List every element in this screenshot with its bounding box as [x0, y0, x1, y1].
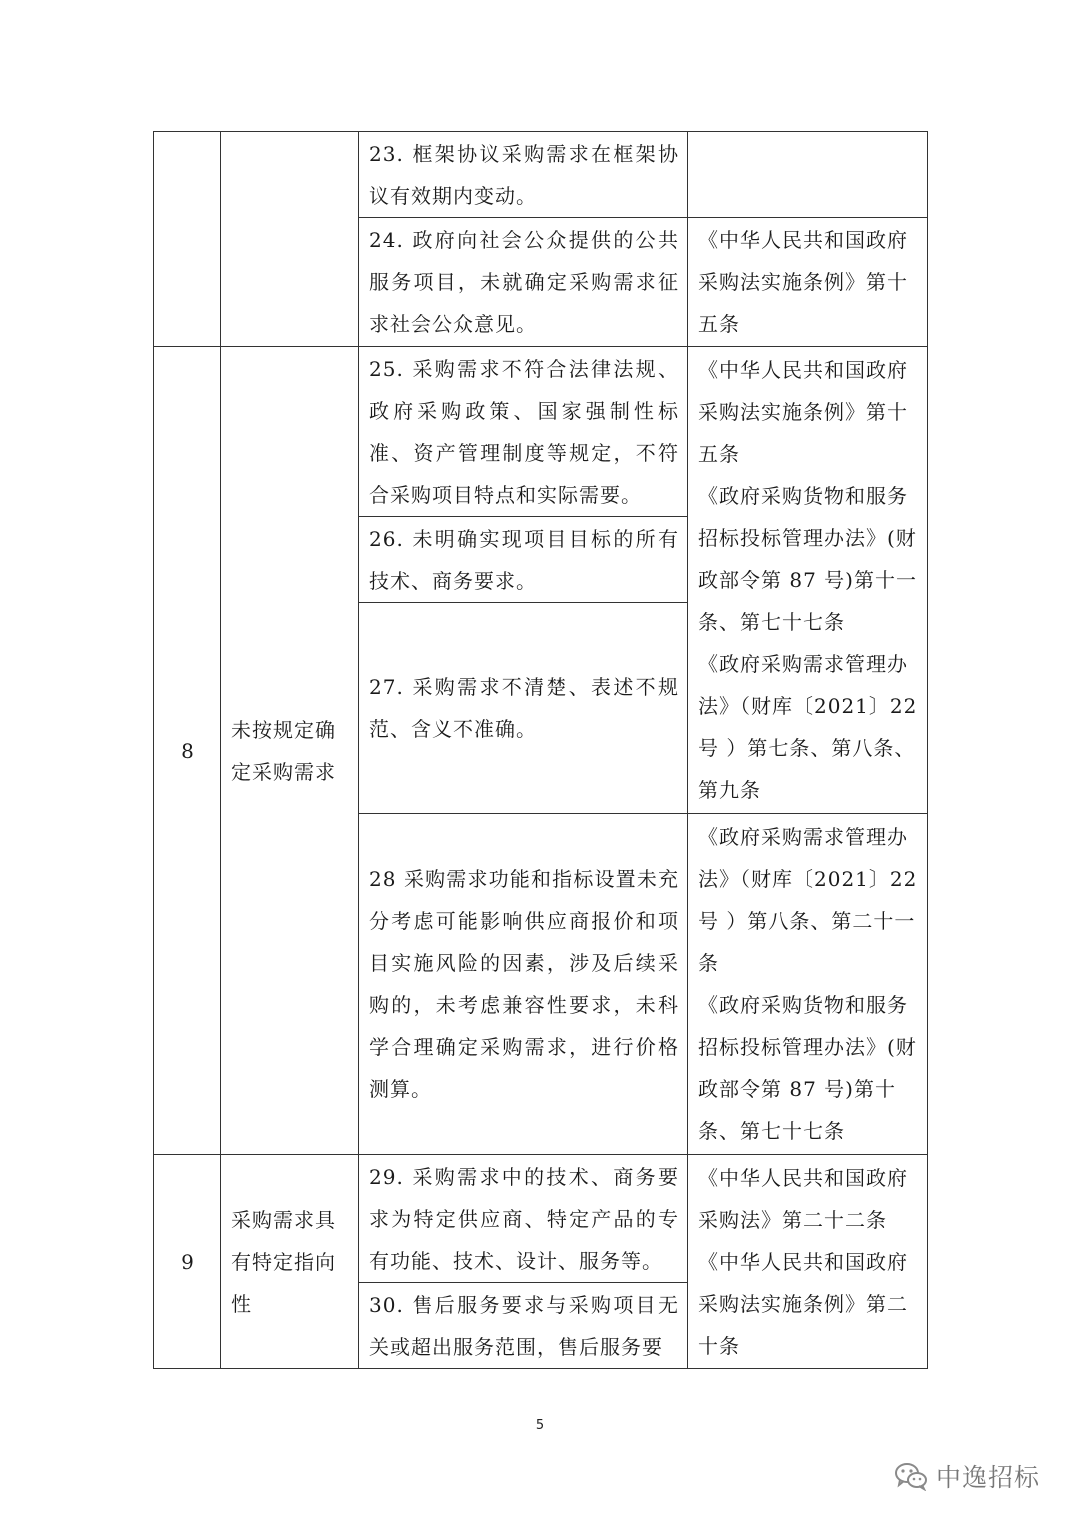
issue-cell: 25. 采购需求不符合法律法规、政府采购政策、国家强制性标准、资产管理制度等规定，不符合采购项目特点和实际需要。: [359, 347, 688, 517]
issue-cell: 29. 采购需求中的技术、商务要求为特定供应商、特定产品的专有功能、技术、设计、服务等。: [359, 1155, 688, 1283]
category-cell: 采购需求具有特定指向性: [221, 1155, 359, 1369]
category-cell: 未按规定确定采购需求: [221, 347, 359, 1155]
law-cell: [688, 132, 928, 218]
issue-cell: 24. 政府向社会公众提供的公共服务项目，未就确定采购需求征求社会公众意见。: [359, 218, 688, 347]
law-cell: [688, 814, 928, 1155]
row-number-cell: 8: [154, 347, 221, 1155]
law-reference: 《中华人民共和国政府采购法》第二十二条: [698, 1165, 908, 1232]
law-cell: [688, 347, 928, 814]
watermark: [894, 1458, 1040, 1494]
law-reference: 《中华人民共和国政府采购法实施条例》第十五条: [698, 358, 908, 466]
law-cell: [688, 1155, 928, 1369]
law-reference: 《中华人民共和国政府采购法实施条例》第二十条: [698, 1249, 908, 1358]
law-reference: 《政府采购货物和服务招标投标管理办法》(财政部令第 87 号)第十一条、第七十七条: [698, 484, 917, 634]
law-reference: 《政府采购需求管理办法》（财库〔2021〕22 号 ）第八条、第二十一条: [698, 825, 918, 975]
issue-cell: 30. 售后服务要求与采购项目无关或超出服务范围，售后服务要: [359, 1283, 688, 1369]
table-row: [154, 347, 928, 517]
row-number-cell: [154, 132, 221, 347]
watermark-text: 中逸招标: [936, 1463, 1041, 1492]
regulation-table: [153, 131, 928, 1369]
wechat-icon: [894, 1461, 928, 1491]
law-cell: [688, 218, 928, 347]
table-row: [154, 1155, 928, 1283]
page-number: 5: [535, 1418, 545, 1433]
issue-cell: 23. 框架协议采购需求在框架协议有效期内变动。: [359, 132, 688, 218]
row-number-cell: 9: [154, 1155, 221, 1369]
issue-cell: 27. 采购需求不清楚、表述不规范、含义不准确。: [359, 603, 688, 814]
law-reference: 《政府采购需求管理办法》（财库〔2021〕22 号 ）第七条、第八条、第九条: [698, 652, 918, 802]
law-reference: 《政府采购货物和服务招标投标管理办法》(财政部令第 87 号)第十条、第七十七条: [698, 993, 917, 1143]
table-row: [154, 132, 928, 218]
law-reference: 《中华人民共和国政府采购法实施条例》第十五条: [698, 228, 908, 336]
issue-cell: 26. 未明确实现项目目标的所有技术、商务要求。: [359, 517, 688, 603]
category-cell: [221, 132, 359, 347]
issue-cell: 28 采购需求功能和指标设置未充分考虑可能影响供应商报价和项目实施风险的因素，涉及后续采购的，未考虑兼容性要求，未科学合理确定采购需求，进行价格测算。: [359, 814, 688, 1155]
